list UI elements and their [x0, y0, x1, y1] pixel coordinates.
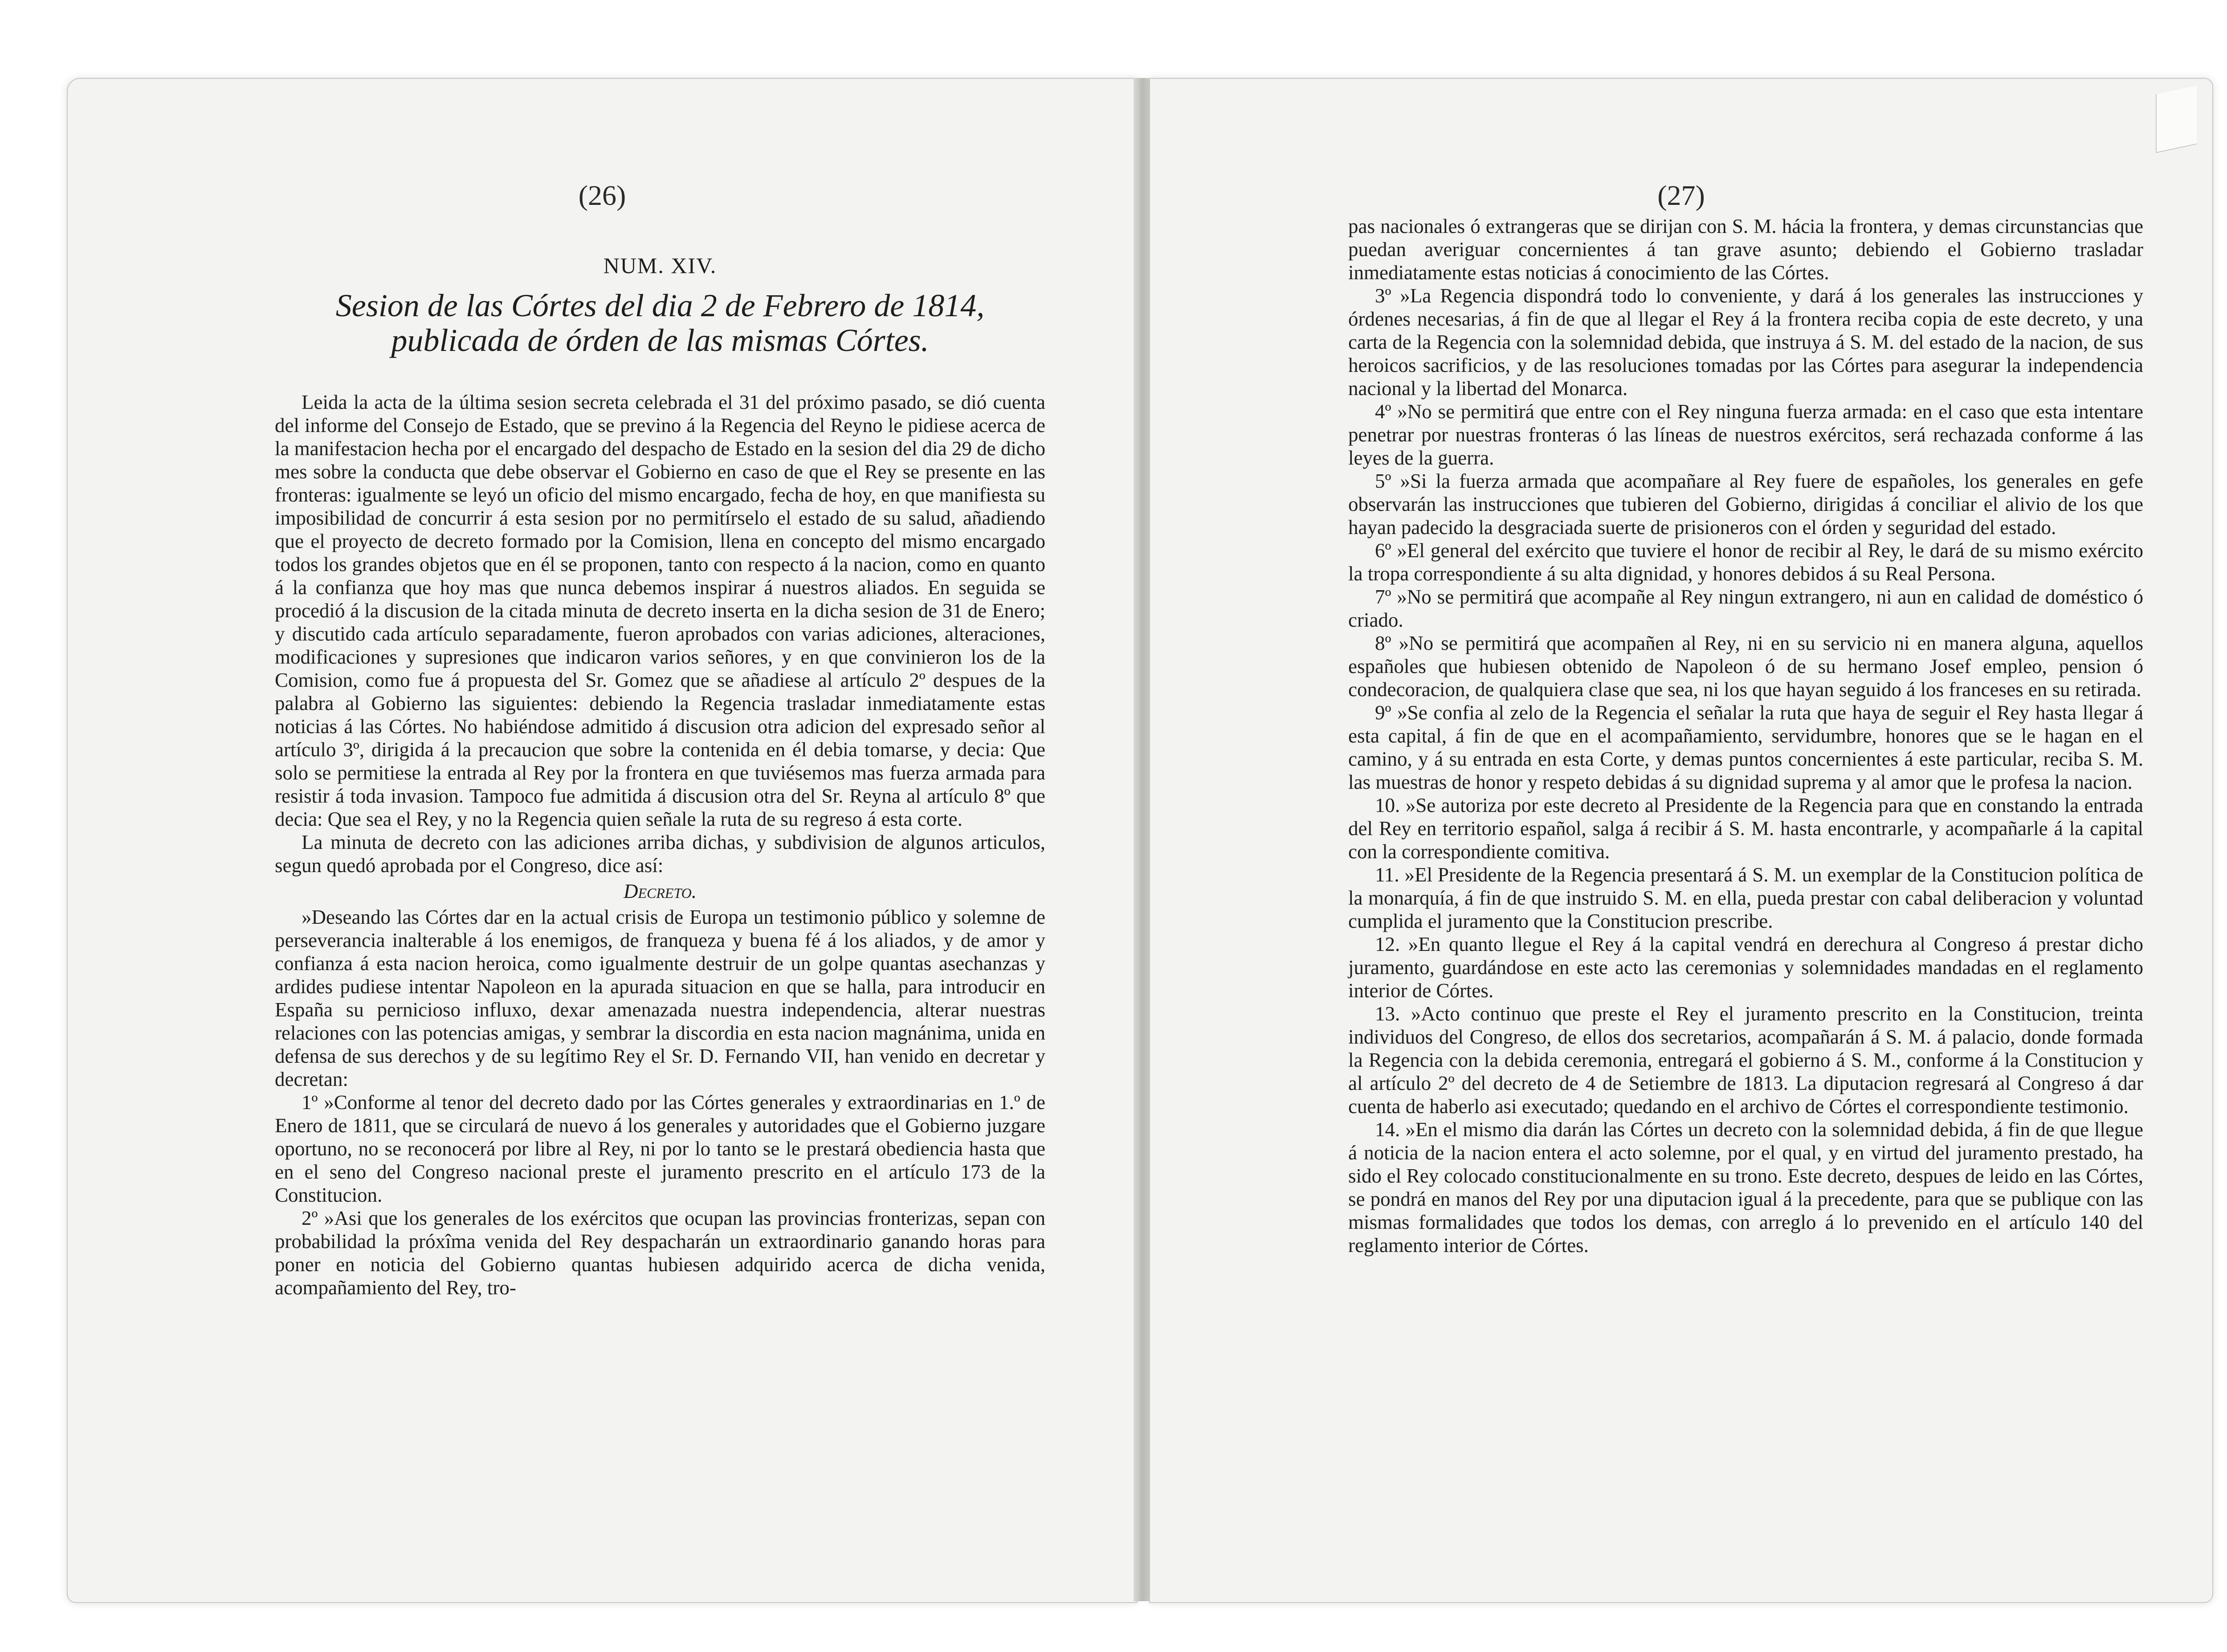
article-8: 8º »No se permitirá que acompañen al Rey, ni en su servicio ni en manera alguna, aquellos españoles que hubiesen obtenido de Napoleon ó de su hermano Josef empleo, pension ó condecoracion, de qualquiera clase que sea, ni los que hayan seguido á los franceses en su retirada. — [1348, 632, 2143, 701]
continuation-paragraph: pas nacionales ó extrangeras que se dirijan con S. M. hácia la frontera, y demas circunstancias que puedan averiguar concernientes á tan grave asunto; debiendo el Gobierno trasladar inmediatamente estas noticias á conocimiento de las Córtes. — [1348, 215, 2143, 284]
decreto-paragraph: »Deseando las Córtes dar en la actual crisis de Europa un testimonio público y solemne de perseverancia inalterable á los enemigos, de franqueza y buena fé á los aliados, y de amor y confianza á esta nacion heroica, como igualmente destruir de un golpe quantas asechanzas y ardides pudiese intentar Napoleon en la apurada situacion en que se halla, para introducir en España su pernicioso influxo, dexar amenazada nuestra independencia, alterar nuestras relaciones con las potencias amigas, y sembrar la discordia en esta nacion magnánima, unida en defensa de sus derechos y de su legítimo Rey el Sr. D. Fernando VII, han venido en decretar y decretan: — [275, 906, 1045, 1090]
article-3: 3º »La Regencia dispondrá todo lo conveniente, y dará á los generales las instrucciones y órdenes necesarias, á fin de que al llegar el Rey á la frontera reciba copia de este decreto, y una carta de la Regencia con la solemnidad debida, que instruya á S. M. del estado de la nacion, de sus heroicos sacrificios, y de las resoluciones tomadas por las Córtes para asegurar la independencia nacional y la libertad del Monarca. — [1348, 285, 2143, 400]
intro-paragraph: Leida la acta de la última sesion secreta celebrada el 31 del próximo pasado, se dió cuenta del informe del Consejo de Estado, que se previno á la Regencia del Reyno le pidiese acerca de la manifestacion hecha por el encargado del despacho de Estado en la sesion del dia 29 de dicho mes sobre la conducta que debe observar el Gobierno en caso de que el Rey se presente en las fronteras: igualmente se leyó un oficio del mismo encargado, fecha de hoy, en que manifiesta su imposibilidad de concurrir á esta sesion por no permitírselo el estado de su salud, añadiendo que el proyecto de decreto formado por la Comision, llena en concepto del mismo encargado todos los grandes objetos que en él se proponen, tanto con respecto á la nacion, como en quanto á la confianza que hoy mas que nunca debemos inspirar á nuestros aliados. En seguida se procedió á la discusion de la citada minuta de decreto inserta en la dicha sesion de 31 de Enero; y discutido cada artículo separadamente, fueron aprobados con varias adiciones, alteraciones, modificaciones y supresiones que indicaron varios señores, y en que convinieron los de la Comision, como fue á propuesta del Sr. Gomez que se añadiese al artículo 2º despues de la palabra al Gobierno las siguientes: debiendo la Regencia trasladar inmediatamente estas noticias á las Córtes. No habiéndose admitido á discusion otra adicion del expresado señor al artículo 3º, dirigida á la precaucion que sobre la contenida en él debia tomarse, y decia: Que solo se permitiese la entrada al Rey por la frontera en que tuviésemos mas fuerza armada para resistir á toda invasion. Tampoco fue admitida á discusion otra del Sr. Reyna al artículo 8º que decia: Que sea el Rey, y no la Regencia quien señale la ruta de su regreso á esta corte. — [275, 391, 1045, 830]
decreto-heading: Decreto. — [623, 880, 697, 902]
article-6: 6º »El general del exército que tuviere el honor de recibir al Rey, le dará de su mismo exército la tropa correspondiente á su alta dignidad, y honores debidos á su Real Persona. — [1348, 539, 2143, 585]
article-12: 12. »En quanto llegue el Rey á la capital vendrá en derechura al Congreso á prestar dicho juramento, guardándose en este acto las ceremonias y solemnidades mandadas en el reglamento interior de Córtes. — [1348, 933, 2143, 1002]
page-number-left: (26) — [578, 179, 626, 211]
section-number: NUM. XIV. — [603, 253, 717, 278]
book-spread — [67, 78, 2211, 1601]
article-13: 13. »Acto continuo que preste el Rey el juramento prescrito en la Constitucion, treinta individuos del Congreso, de ellos dos secretarios, acompañarán á S. M. á palacio, donde formada la Regencia con la debida ceremonia, entregará el gobierno á S. M., conforme á la Constitucion y al artículo 2º del decreto de 4 de Setiembre de 1813. La diputacion regresará al Congreso á dar cuenta de haberlo asi executado; quedando en el archivo de Córtes el correspondiente testimonio. — [1348, 1003, 2143, 1118]
right-page — [1149, 78, 2213, 1603]
article-7: 7º »No se permitirá que acompañe al Rey ningun extrangero, ni aun en calidad de doméstico ó criado. — [1348, 586, 2143, 631]
session-title: Sesion de las Córtes del dia 2 de Febrero de 1814, publicada de órden de las mismas Córtes. — [335, 288, 985, 358]
page-number-right: (27) — [1657, 179, 1705, 211]
folded-corner — [2156, 86, 2197, 153]
left-text-column — [275, 391, 1045, 1299]
article-1: 1º »Conforme al tenor del decreto dado por las Córtes generales y extraordinarias en 1.º de Enero de 1811, que se circulará de nuevo á los generales y autoridades que el Gobierno juzgare oportuno, no se reconocerá por libre al Rey, ni por lo tanto se le prestará obediencia hasta que en el seno del Congreso nacional preste el juramento prescrito en el artículo 173 de la Constitucion. — [275, 1091, 1045, 1206]
article-5: 5º »Si la fuerza armada que acompañare al Rey fuere de españoles, los generales en gefe observarán las instrucciones que tubieren del Gobierno, dirigidas á conciliar el alivio de los que hayan padecido la desgraciada suerte de prisioneros con el órden y seguridad del estado. — [1348, 470, 2143, 538]
article-14: 14. »En el mismo dia darán las Córtes un decreto con la solemnidad debida, á fin de que llegue á noticia de la nacion entera el acto solemne, por el qual, y en virtud del juramento prestado, ha sido el Rey colocado constitucionalmente en su trono. Este decreto, despues de leido en las Córtes, se pondrá en manos del Rey por una diputacion igual á la precedente, para que se publique con las mismas formalidades que todos los demas, con arreglo á lo prevenido en el artículo 140 del reglamento interior de Córtes. — [1348, 1118, 2143, 1256]
right-text-column — [1348, 215, 2143, 1257]
article-10: 10. »Se autoriza por este decreto al Presidente de la Regencia para que en constando la entrada del Rey en territorio español, salga á recibir á S. M. hasta encontrarle, y acompañarle á la capital con la correspondiente comitiva. — [1348, 794, 2143, 863]
article-4: 4º »No se permitirá que entre con el Rey ninguna fuerza armada: en el caso que esta intentare penetrar por nuestras fronteras ó las líneas de nuestros exércitos, será rechazada conforme á las leyes de la guerra. — [1348, 400, 2143, 469]
left-page — [67, 78, 1138, 1603]
article-9: 9º »Se confia al zelo de la Regencia el señalar la ruta que haya de seguir el Rey hasta llegar á esta capital, á fin de que en el acompañamiento, servidumbre, honores que se le hagan en el camino, y á su entrada en esta Corte, y demas puntos concernientes á este particular, reciba S. M. las muestras de honor y respeto debidas á su dignidad suprema y al amor que le profesa la nacion. — [1348, 702, 2143, 793]
article-2: 2º »Asi que los generales de los exércitos que ocupan las provincias fronterizas, sepan con probabilidad la próxîma venida del Rey despacharán un extraordinario ganando horas para poner en noticia del Gobierno quantas hubiesen adquirido acerca de dicha venida, acompañamiento del Rey, tro- — [275, 1207, 1045, 1299]
minute-paragraph: La minuta de decreto con las adiciones arriba dichas, y subdivision de algunos articulos, segun quedó aprobada por el Congreso, dice así: — [275, 831, 1045, 877]
article-11: 11. »El Presidente de la Regencia presentará á S. M. un exemplar de la Constitucion política de la monarquía, á fin de que instruido S. M. en ella, pueda prestar con cabal deliberacion y voluntad cumplida el juramento que la Constitucion prescribe. — [1348, 864, 2143, 932]
book-gutter — [1134, 78, 1151, 1601]
